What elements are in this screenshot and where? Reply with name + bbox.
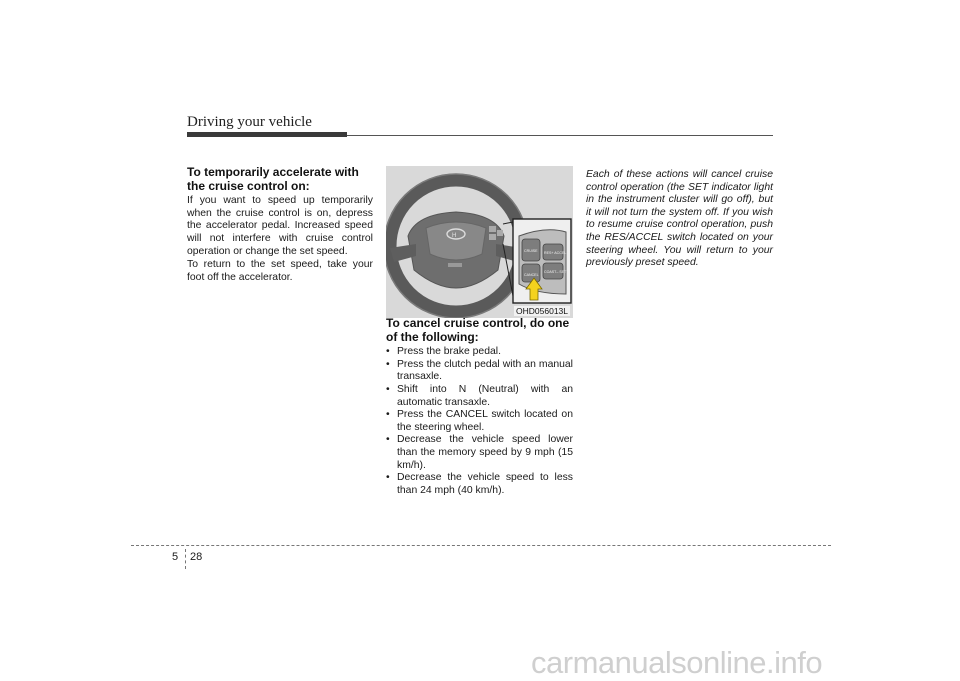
section-title: Driving your vehicle	[187, 114, 312, 130]
footer-divider	[131, 545, 831, 546]
figure-code: OHD056013L	[516, 306, 568, 316]
cancel-heading: To cancel cruise control, do one of the following:	[386, 316, 570, 344]
column-middle	[386, 317, 573, 497]
res-accel-button-label: RES+ ACCEL	[544, 251, 567, 255]
list-item: • Press the brake pedal.	[386, 346, 573, 359]
list-item: • Press the CANCEL switch located on the steering wheel.	[386, 409, 573, 434]
watermark: carmanualsonline.info	[531, 645, 823, 680]
accelerate-paragraph-2: To return to the set speed, take your foot off the accelerator.	[187, 259, 373, 283]
list-item: • Shift into N (Neutral) with an automatic transaxle.	[386, 384, 573, 409]
list-item: • Decrease the vehicle speed lower than the memory speed by 9 mph (15 km/h).	[386, 434, 573, 472]
coast-set-button-label: COAST– SET	[544, 270, 567, 274]
column-left	[187, 166, 373, 285]
accelerate-heading: To temporarily accelerate with the cruise control on:	[187, 165, 359, 193]
header-rule	[347, 135, 773, 136]
cancel-list	[386, 346, 573, 497]
list-item: • Decrease the vehicle speed to less than 24 mph (40 km/h).	[386, 472, 573, 497]
list-item: • Press the clutch pedal with an manual transaxle.	[386, 359, 573, 384]
cruise-button-label: CRUISE	[524, 249, 538, 253]
chapter-number: 5	[172, 551, 179, 563]
svg-text:H: H	[452, 233, 457, 239]
footer-separator	[185, 549, 186, 569]
steering-wheel-illustration	[386, 166, 573, 318]
cancel-note-paragraph: Each of these actions will cancel cruise control operation (the SET indicator light in the instrument cluster will go off), but it will not turn the system off. If you wish to resume cruise control operation, push the RES/ACCEL switch located on your steering wheel. You will return to your previously preset speed.	[586, 169, 773, 269]
cancel-button-label: CANCEL	[524, 273, 539, 277]
accelerate-paragraph-1: If you want to speed up temporarily when the cruise control is on, depress the accelerator pedal. Increased speed will not interfere with cruise control operation or change the set speed.	[187, 195, 373, 257]
page-number: 28	[190, 551, 203, 563]
column-right	[586, 169, 773, 271]
header-bar	[187, 132, 347, 137]
steering-wheel-figure	[386, 166, 573, 318]
